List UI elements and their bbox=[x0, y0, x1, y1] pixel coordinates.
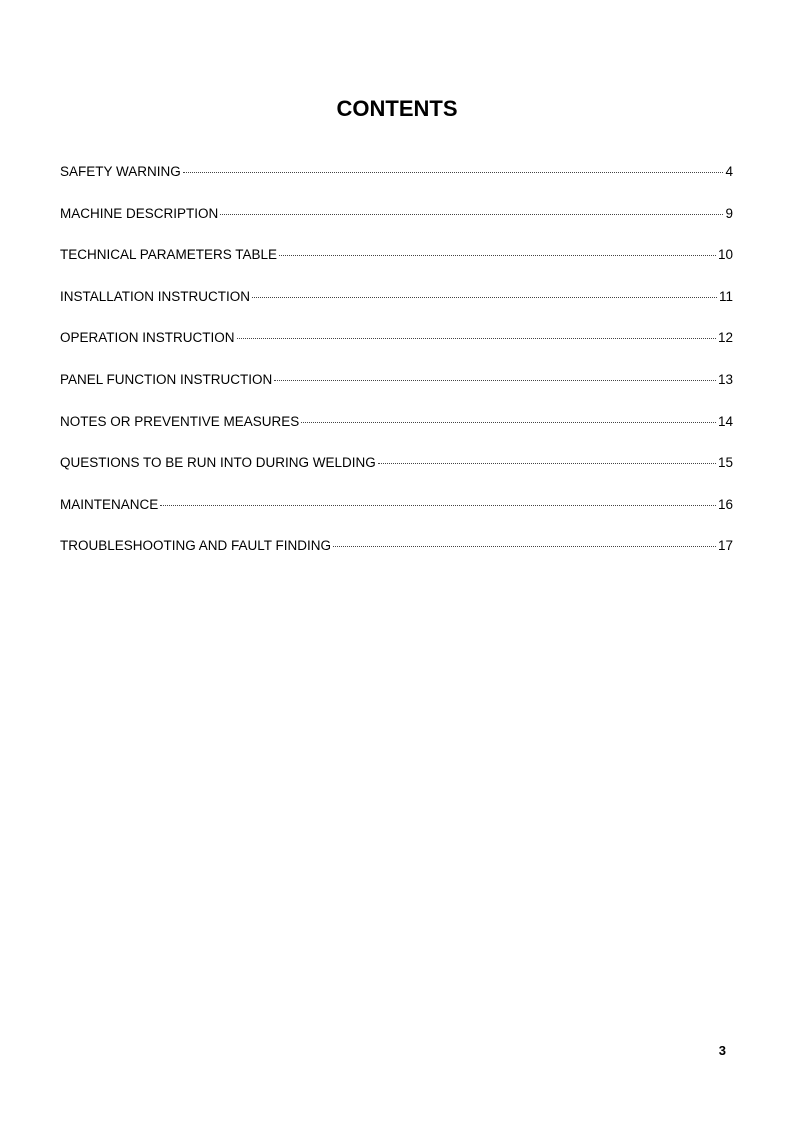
toc-entry-page: 11 bbox=[718, 288, 733, 304]
toc-entry-label: NOTES OR PREVENTIVE MEASURES bbox=[60, 413, 300, 429]
toc-dot-leader bbox=[237, 338, 716, 339]
toc-dot-leader bbox=[333, 546, 716, 547]
toc-entry[interactable] bbox=[60, 412, 733, 454]
toc-dot-leader bbox=[183, 172, 724, 173]
toc-entry-label: OPERATION INSTRUCTION bbox=[60, 330, 235, 346]
toc-entry-label: INSTALLATION INSTRUCTION bbox=[60, 288, 251, 304]
toc-entry-label: TECHNICAL PARAMETERS TABLE bbox=[60, 247, 278, 263]
toc-entry-label: MAINTENANCE bbox=[60, 496, 159, 512]
toc-dot-leader bbox=[279, 255, 716, 256]
table-of-contents bbox=[60, 162, 733, 578]
toc-entry-label: SAFETY WARNING bbox=[60, 164, 181, 179]
toc-entry[interactable] bbox=[60, 287, 733, 329]
toc-entry[interactable] bbox=[60, 245, 733, 287]
toc-entry-page: 9 bbox=[725, 205, 733, 221]
toc-entry-label: PANEL FUNCTION INSTRUCTION bbox=[60, 371, 273, 387]
toc-entry[interactable] bbox=[60, 453, 733, 495]
toc-dot-leader bbox=[301, 422, 716, 423]
page-number: 3 bbox=[718, 1043, 726, 1058]
toc-entry[interactable] bbox=[60, 162, 733, 204]
toc-dot-leader bbox=[252, 297, 717, 298]
toc-entry-label: QUESTIONS TO BE RUN INTO DURING WELDING bbox=[60, 455, 376, 471]
toc-entry-page: 15 bbox=[717, 455, 733, 471]
toc-dot-leader bbox=[220, 214, 723, 215]
toc-entry-page: 10 bbox=[717, 247, 733, 263]
toc-entry[interactable] bbox=[60, 370, 733, 412]
toc-entry[interactable] bbox=[60, 204, 733, 246]
toc-entry[interactable] bbox=[60, 495, 733, 537]
toc-dot-leader bbox=[274, 380, 716, 381]
toc-entry[interactable] bbox=[60, 328, 733, 370]
toc-entry-label: TROUBLESHOOTING AND FAULT FINDING bbox=[60, 538, 332, 554]
toc-entry-page: 4 bbox=[725, 164, 733, 179]
toc-entry-page: 12 bbox=[717, 330, 733, 346]
toc-dot-leader bbox=[378, 463, 716, 464]
toc-entry-page: 16 bbox=[717, 496, 733, 512]
toc-entry[interactable] bbox=[60, 536, 733, 578]
toc-dot-leader bbox=[160, 505, 716, 506]
toc-entry-page: 13 bbox=[717, 371, 733, 387]
toc-entry-page: 17 bbox=[717, 538, 733, 554]
toc-entry-page: 14 bbox=[717, 413, 733, 429]
toc-entry-label: MACHINE DESCRIPTION bbox=[60, 205, 219, 221]
page-title: CONTENTS bbox=[336, 96, 458, 121]
